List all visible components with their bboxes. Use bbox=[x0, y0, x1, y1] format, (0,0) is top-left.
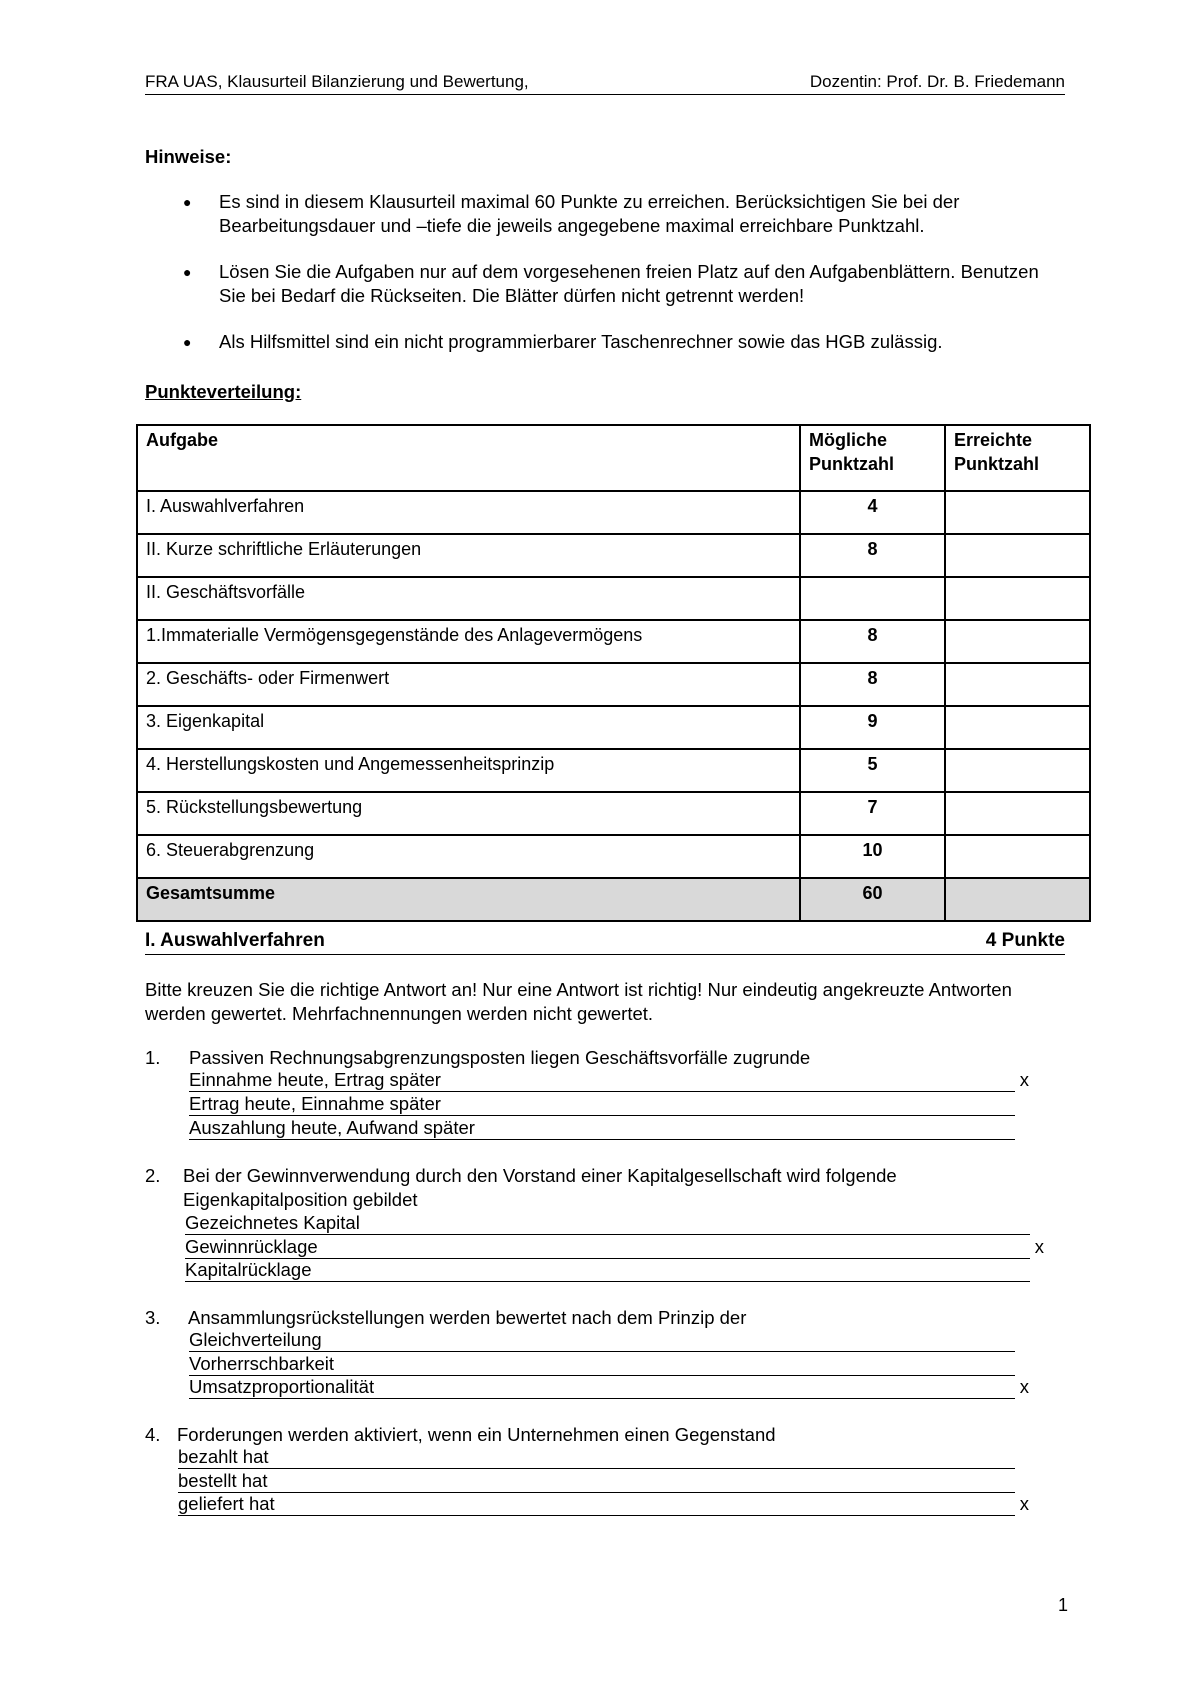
question-number: 1. bbox=[145, 1047, 161, 1068]
points-cell: 8 bbox=[800, 663, 945, 706]
table-row bbox=[137, 534, 1090, 577]
answer-option[interactable] bbox=[185, 1259, 1030, 1282]
points-cell: 10 bbox=[800, 835, 945, 878]
total-row bbox=[137, 878, 1090, 921]
answer-option[interactable] bbox=[178, 1470, 1015, 1493]
task-cell: 1.Immaterialle Vermögensgegenstände des Anlagevermögens bbox=[137, 620, 800, 663]
bullet-icon: ● bbox=[183, 194, 192, 210]
points-cell bbox=[800, 577, 945, 620]
hinweis-text: Als Hilfsmittel sind ein nicht programmierbarer Taschenrechner sowie das HGB zulässig. bbox=[219, 331, 943, 352]
achieved-cell[interactable] bbox=[945, 835, 1090, 878]
question-number: 3. bbox=[145, 1307, 161, 1328]
option-text: Umsatzproportionalität bbox=[189, 1376, 375, 1397]
page-number: 1 bbox=[1058, 1595, 1069, 1615]
answer-option[interactable] bbox=[189, 1376, 1029, 1399]
question-number: 2. bbox=[145, 1165, 161, 1186]
section-heading bbox=[145, 930, 1065, 955]
table-row bbox=[137, 663, 1090, 706]
points-cell: 8 bbox=[800, 620, 945, 663]
hinweis-text: Es sind in diesem Klausurteil maximal 60 Punkte zu erreichen. Berücksichtigen Sie bei der Bearbeitungsdauer und –tiefe die jeweils angegebene maximal erreichbare Punktzahl. bbox=[219, 191, 960, 236]
option-text: Ertrag heute, Einnahme später bbox=[189, 1093, 441, 1114]
task-cell: II. Kurze schriftliche Erläuterungen bbox=[137, 534, 800, 577]
section-title: I. Auswahlverfahren bbox=[145, 930, 325, 951]
hinweise-heading: Hinweise: bbox=[145, 146, 232, 167]
table-row bbox=[137, 792, 1090, 835]
section-instructions: Bitte kreuzen Sie die richtige Antwort an! Nur eine Antwort ist richtig! Nur eindeutig angekreuzte Antworten werden gewertet. Mehrfachnennungen werden nicht gewertet. bbox=[145, 979, 1012, 1024]
points-cell: 4 bbox=[800, 491, 945, 534]
answer-option[interactable] bbox=[189, 1069, 1029, 1092]
achieved-cell[interactable] bbox=[945, 749, 1090, 792]
question-text: Bei der Gewinnverwendung durch den Vorstand einer Kapitalgesellschaft wird folgende Eigenkapitalposition gebildet bbox=[183, 1165, 897, 1210]
option-text: Vorherrschbarkeit bbox=[189, 1353, 334, 1374]
cross-mark: x bbox=[1019, 1376, 1029, 1397]
table-row bbox=[137, 835, 1090, 878]
question-number: 4. bbox=[145, 1424, 161, 1445]
points-cell: 7 bbox=[800, 792, 945, 835]
answer-option[interactable] bbox=[178, 1493, 1029, 1516]
answer-option[interactable] bbox=[189, 1329, 1015, 1352]
table-row bbox=[137, 706, 1090, 749]
question-text: Ansammlungsrückstellungen werden bewertet nach dem Prinzip der bbox=[188, 1307, 747, 1328]
option-text: Gleichverteilung bbox=[189, 1329, 322, 1350]
task-cell: I. Auswahlverfahren bbox=[137, 491, 800, 534]
task-cell: 3. Eigenkapital bbox=[137, 706, 800, 749]
question-text: Forderungen werden aktiviert, wenn ein Unternehmen einen Gegenstand bbox=[177, 1424, 776, 1445]
achieved-cell[interactable] bbox=[945, 792, 1090, 835]
answer-option[interactable] bbox=[189, 1117, 1015, 1140]
achieved-cell[interactable] bbox=[945, 706, 1090, 749]
table-row bbox=[137, 749, 1090, 792]
cross-mark: x bbox=[1019, 1493, 1029, 1514]
section-points: 4 Punkte bbox=[985, 930, 1065, 951]
header-course: FRA UAS, Klausurteil Bilanzierung und Bewertung, bbox=[145, 72, 529, 91]
total-achieved-cell[interactable] bbox=[945, 878, 1090, 921]
task-cell: 6. Steuerabgrenzung bbox=[137, 835, 800, 878]
task-cell: 4. Herstellungskosten und Angemessenheitsprinzip bbox=[137, 749, 800, 792]
table-row bbox=[137, 577, 1090, 620]
achieved-cell[interactable] bbox=[945, 534, 1090, 577]
option-text: Gezeichnetes Kapital bbox=[185, 1212, 360, 1233]
points-cell: 8 bbox=[800, 534, 945, 577]
punkteverteilung-heading: Punkteverteilung: bbox=[145, 381, 302, 402]
answer-option[interactable] bbox=[185, 1212, 1030, 1235]
bullet-icon: ● bbox=[183, 334, 192, 350]
answer-option[interactable] bbox=[189, 1353, 1015, 1376]
achieved-cell[interactable] bbox=[945, 620, 1090, 663]
option-text: geliefert hat bbox=[178, 1493, 275, 1514]
option-text: Kapitalrücklage bbox=[185, 1259, 312, 1280]
option-text: bezahlt hat bbox=[178, 1446, 269, 1467]
achieved-cell[interactable] bbox=[945, 491, 1090, 534]
task-cell: 2. Geschäfts- oder Firmenwert bbox=[137, 663, 800, 706]
points-cell: 9 bbox=[800, 706, 945, 749]
total-points: 60 bbox=[800, 878, 945, 921]
col-header-possible: Mögliche Punktzahl bbox=[800, 425, 945, 491]
option-text: Auszahlung heute, Aufwand später bbox=[189, 1117, 475, 1138]
page-header bbox=[145, 72, 1065, 95]
option-text: bestellt hat bbox=[178, 1470, 268, 1491]
option-text: Gewinnrücklage bbox=[185, 1236, 318, 1257]
cross-mark: x bbox=[1034, 1236, 1044, 1257]
table-row bbox=[137, 491, 1090, 534]
hinweis-text: Lösen Sie die Aufgaben nur auf dem vorgesehenen freien Platz auf den Aufgabenblättern. Benutzen Sie bei Bedarf die Rückseiten. Die Blätter dürfen nicht getrennt werden! bbox=[219, 261, 1039, 306]
achieved-cell[interactable] bbox=[945, 663, 1090, 706]
answer-option[interactable] bbox=[185, 1236, 1044, 1259]
total-label: Gesamtsumme bbox=[137, 878, 800, 921]
question-text: Passiven Rechnungsabgrenzungsposten liegen Geschäftsvorfälle zugrunde bbox=[189, 1047, 811, 1068]
task-cell: 5. Rückstellungsbewertung bbox=[137, 792, 800, 835]
points-cell: 5 bbox=[800, 749, 945, 792]
table-row bbox=[137, 620, 1090, 663]
option-text: Einnahme heute, Ertrag später bbox=[189, 1069, 441, 1090]
achieved-cell[interactable] bbox=[945, 577, 1090, 620]
col-header-task: Aufgabe bbox=[137, 425, 800, 491]
header-lecturer: Dozentin: Prof. Dr. B. Friedemann bbox=[809, 72, 1065, 91]
table-header-row bbox=[137, 425, 1090, 491]
answer-option[interactable] bbox=[189, 1093, 1015, 1116]
task-cell: II. Geschäftsvorfälle bbox=[137, 577, 800, 620]
answer-option[interactable] bbox=[178, 1446, 1015, 1469]
cross-mark: x bbox=[1019, 1069, 1029, 1090]
points-table bbox=[136, 424, 1091, 922]
col-header-achieved: Erreichte Punktzahl bbox=[945, 425, 1090, 491]
bullet-icon: ● bbox=[183, 264, 192, 280]
